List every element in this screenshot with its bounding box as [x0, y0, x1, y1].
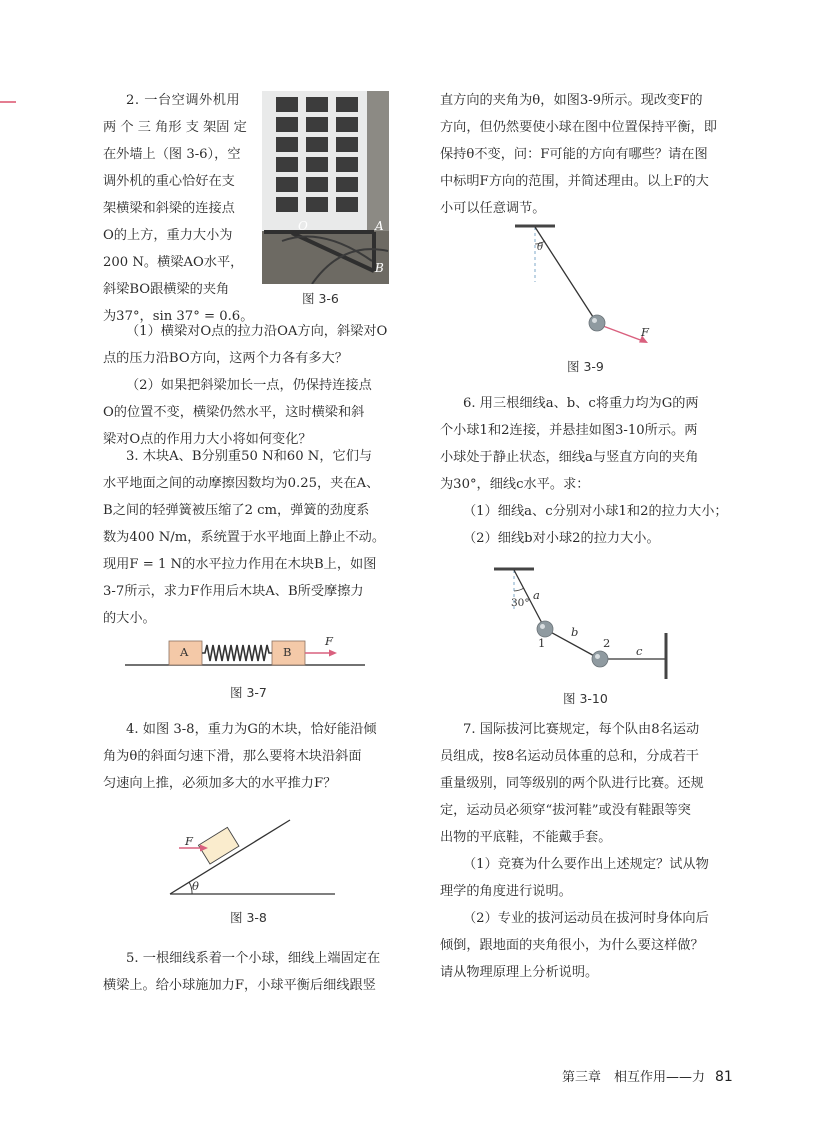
margin-marker [0, 101, 16, 103]
problem-7-line: 重量级别，同等级别的两个队进行比赛。还规 [440, 776, 704, 791]
block-b-label: B [283, 645, 292, 659]
problem-5-line: 5. 一根细线系着一个小球，细线上端固定在 [126, 951, 381, 966]
air-conditioner-photo [262, 91, 389, 284]
problem-3-line: 3-7所示，求力F作用后木块A、B所受摩擦力 [103, 584, 364, 599]
angle-arc [514, 588, 524, 591]
figure-3-7-diagram [125, 636, 385, 676]
problem-6-line: 为30°，细线c水平。求： [440, 477, 590, 492]
string-b-label: b [571, 625, 579, 639]
ball-2 [592, 651, 608, 667]
figure-3-8-caption: 图 3-8 [230, 910, 267, 925]
problem-5-line: 保持θ不变，问：F可能的方向有哪些？请在图 [440, 147, 708, 162]
figure-3-9-caption: 图 3-9 [567, 359, 604, 374]
problem-4-line: 匀速向上推，必须加多大的水平推力F？ [103, 776, 337, 791]
spring [202, 645, 272, 661]
problem-2-line: 200 N。横梁AO水平， [103, 255, 244, 270]
figure-3-10-diagram [490, 565, 690, 685]
push-force-label: F [185, 834, 193, 848]
string-c-label: c [636, 644, 643, 658]
problem-2-line: 调外机的重心恰好在支 [103, 174, 235, 189]
force-arrow-head [329, 650, 337, 657]
incline-block [198, 827, 238, 864]
incline-angle-label: θ [192, 879, 199, 893]
force-f-label: F [641, 325, 649, 339]
chapter-title: 第三章 相互作用——力 [562, 1070, 706, 1085]
problem-6-line: （1）细线a、c分别对小球1和2的拉力大小； [463, 504, 728, 519]
problem-3-line: 水平地面之间的动摩擦因数均为0.25，夹在A、 [103, 476, 380, 491]
problem-4-line: 4. 如图 3-8，重力为G的木块，恰好能沿倾 [126, 722, 377, 737]
problem-5-line: 直方向的夹角为θ，如图3-9所示。现改变F的 [440, 93, 703, 108]
theta-label: θ [537, 242, 544, 253]
problem-2-line: 两 个 三 角形 支 架固 定 [103, 120, 247, 135]
problem-7-line: 定，运动员必须穿“拔河鞋”或没有鞋跟等突 [440, 803, 691, 818]
problem-7-line: 理学的角度进行说明。 [440, 884, 572, 899]
problem-7-line: 7. 国际拔河比赛规定，每个队由8名运动 [463, 722, 700, 737]
page-footer [562, 1066, 733, 1085]
problem-5-line: 中标明F方向的范围，并简述理由。以上F的大 [440, 174, 709, 189]
force-arrow-line [603, 326, 643, 341]
problem-2-question-line: 点的压力沿BO方向，这两个力各有多大？ [103, 351, 348, 366]
problem-7-line: （1）竞赛为什么要作出上述规定？试从物 [463, 857, 709, 872]
problem-2-question-line: 梁对O点的作用力大小将如何变化？ [103, 432, 312, 447]
problem-7-line: 出物的平底鞋，不能戴手套。 [440, 830, 612, 845]
ball-1 [537, 621, 553, 637]
problem-5-line: 小可以任意调节。 [440, 201, 546, 216]
problem-6-line: 6. 用三根细线a、b、c将重力均为G的两 [463, 396, 699, 411]
ball-1-label: 1 [538, 636, 546, 650]
problem-2-line: 架横梁和斜梁的连接点 [103, 201, 235, 216]
figure-3-10-caption: 图 3-10 [563, 691, 608, 706]
string-a-label: a [533, 588, 540, 602]
problem-2-question-line: （1）横梁对O点的拉力沿OA方向，斜梁对O [126, 324, 388, 339]
figure-3-6-caption: 图 3-6 [302, 291, 339, 306]
photo-label-a: A [375, 219, 384, 233]
problem-7-line: 员组成，按8名运动员体重的总和，分成若干 [440, 749, 699, 764]
problem-2-question-line: （2）如果把斜梁加长一点，仍保持连接点 [126, 378, 372, 393]
problem-2-line: 2. 一台空调外机用 [126, 93, 241, 108]
ball-highlight [592, 318, 597, 323]
photo-label-b: B [375, 261, 384, 275]
problem-6-line: 小球处于静止状态，细线a与竖直方向的夹角 [440, 450, 699, 465]
ball-1-highlight [540, 624, 545, 629]
block-a-label: A [180, 645, 189, 659]
figure-3-7-caption: 图 3-7 [230, 685, 267, 700]
problem-5-line: 方向，但仍然要使小球在图中位置保持平衡，即 [440, 120, 717, 135]
force-f-label: F [325, 634, 333, 648]
problem-3-line: 的大小。 [103, 611, 156, 626]
problem-2-question-line: O的位置不变，横梁仍然水平，这时横梁和斜 [103, 405, 365, 420]
problem-3-line: 3. 木块A、B分别重50 N和60 N，它们与 [126, 449, 373, 464]
problem-5-line: 横梁上。给小球施加力F，小球平衡后细线跟竖 [103, 978, 376, 993]
problem-3-line: 数为400 N/m，系统置于水平地面上静止不动。 [103, 530, 386, 545]
problem-2-line: O的上方，重力大小为 [103, 228, 233, 243]
pendulum-ball [589, 315, 605, 331]
problem-4-line: 角为θ的斜面匀速下滑，那么要将木块沿斜面 [103, 749, 362, 764]
page-number: 81 [715, 1069, 733, 1085]
problem-2-line: 斜梁BO跟横梁的夹角 [103, 282, 230, 297]
pendulum-string [535, 227, 595, 320]
problem-3-line: B之间的轻弹簧被压缩了2 cm，弹簧的劲度系 [103, 503, 370, 518]
photo-label-o: O [298, 219, 308, 233]
problem-7-line: 倾倒，跟地面的夹角很小，为什么要这样做？ [440, 938, 704, 953]
problem-7-line: （2）专业的拔河运动员在拔河时身体向后 [463, 911, 709, 926]
problem-2-line: 为37°，sin 37° = 0.6。 [103, 309, 254, 324]
problem-6-line: （2）细线b对小球2的拉力大小。 [463, 531, 660, 546]
angle-30-label: 30° [511, 597, 530, 609]
ball-2-highlight [595, 654, 600, 659]
problem-2-line: 在外墙上（图 3-6），空 [103, 147, 241, 162]
ball-2-label: 2 [603, 636, 611, 650]
problem-6-line: 个小球1和2连接，并悬挂如图3-10所示。两 [440, 423, 698, 438]
problem-3-line: 现用F = 1 N的水平拉力作用在木块B上，如图 [103, 557, 377, 572]
problem-7-line: 请从物理原理上分析说明。 [440, 965, 599, 980]
